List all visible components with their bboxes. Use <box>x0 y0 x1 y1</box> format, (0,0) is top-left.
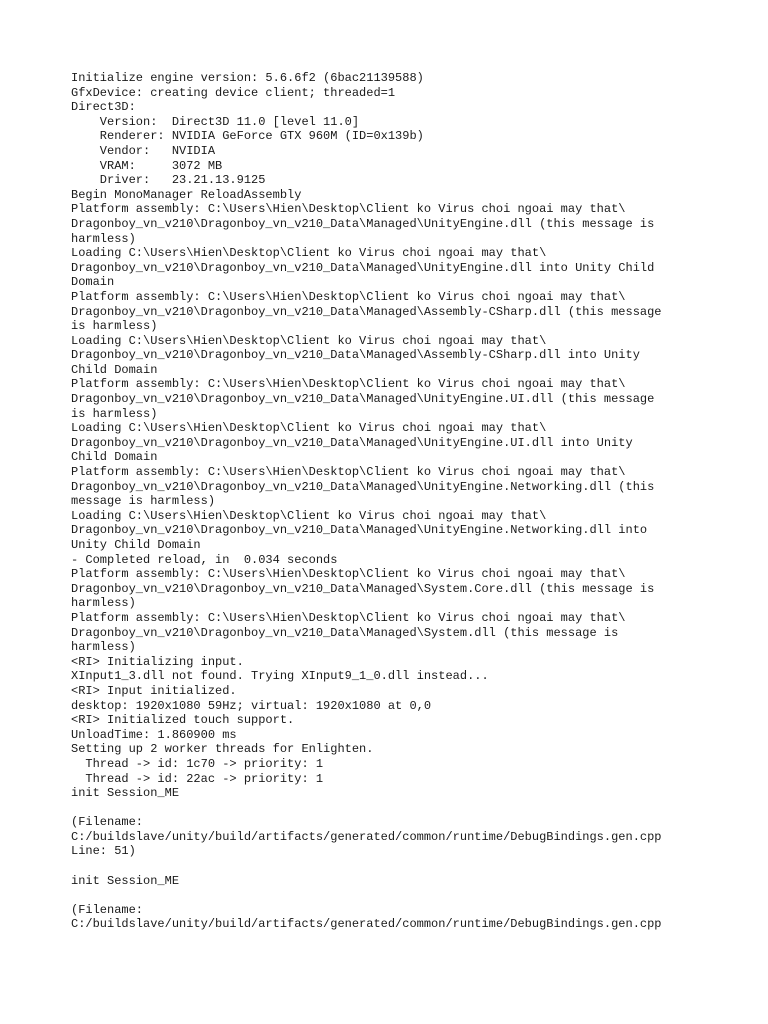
log-line: is harmless) <box>71 406 158 421</box>
log-line: Dragonboy_vn_v210\Dragonboy_vn_v210_Data\Managed\Assembly-CSharp.dll (this message <box>71 304 662 319</box>
log-line: Thread -> id: 22ac -> priority: 1 <box>71 771 324 786</box>
log-line: Initialize engine version: 5.6.6f2 (6bac21139588) <box>71 71 424 85</box>
log-line: <RI> Input initialized. <box>71 683 237 698</box>
log-line: Platform assembly: C:\Users\Hien\Desktop\Client ko Virus choi ngoai may that\ <box>71 377 626 392</box>
log-line: UnloadTime: 1.860900 ms <box>71 727 237 742</box>
log-line: Begin MonoManager ReloadAssembly <box>71 187 302 202</box>
log-line: Loading C:\Users\Hien\Desktop\Client ko Virus choi ngoai may that\ <box>71 421 547 436</box>
log-line: Renderer: NVIDIA GeForce GTX 960M (ID=0x139b) <box>71 129 424 144</box>
log-line: Dragonboy_vn_v210\Dragonboy_vn_v210_Data\Managed\System.Core.dll (this message is <box>71 581 655 596</box>
log-line <box>71 888 711 903</box>
log-line: Platform assembly: C:\Users\Hien\Desktop\Client ko Virus choi ngoai may that\ <box>71 465 626 480</box>
log-line: Dragonboy_vn_v210\Dragonboy_vn_v210_Data\Managed\UnityEngine.dll (this message is <box>71 216 655 231</box>
log-line: <RI> Initialized touch support. <box>71 713 295 728</box>
log-line: Direct3D: <box>71 100 136 115</box>
log-line: Child Domain <box>71 362 158 377</box>
log-line: Dragonboy_vn_v210\Dragonboy_vn_v210_Data\Managed\UnityEngine.dll into Unity Child <box>71 260 655 275</box>
log-line: Thread -> id: 1c70 -> priority: 1 <box>71 756 324 771</box>
log-line: Driver: 23.21.13.9125 <box>71 173 266 188</box>
log-line: Dragonboy_vn_v210\Dragonboy_vn_v210_Data\Managed\UnityEngine.Networking.dll into <box>71 523 648 538</box>
log-line: Dragonboy_vn_v210\Dragonboy_vn_v210_Data\Managed\System.dll (this message is <box>71 625 619 640</box>
log-line: Loading C:\Users\Hien\Desktop\Client ko Virus choi ngoai may that\ <box>71 246 547 261</box>
log-line: XInput1_3.dll not found. Trying XInput9_1_0.dll instead... <box>71 669 489 684</box>
log-line: message is harmless) <box>71 494 216 509</box>
log-line <box>71 859 711 874</box>
log-line: Platform assembly: C:\Users\Hien\Desktop\Client ko Virus choi ngoai may that\ <box>71 610 626 625</box>
log-line: Loading C:\Users\Hien\Desktop\Client ko Virus choi ngoai may that\ <box>71 333 547 348</box>
log-line: harmless) <box>71 596 136 611</box>
log-line <box>71 801 711 816</box>
log-line: Setting up 2 worker threads for Enlighten. <box>71 742 374 757</box>
log-line: Platform assembly: C:\Users\Hien\Desktop\Client ko Virus choi ngoai may that\ <box>71 289 626 304</box>
log-line: harmless) <box>71 231 136 246</box>
log-line: harmless) <box>71 640 136 655</box>
log-line: GfxDevice: creating device client; threaded=1 <box>71 85 396 100</box>
log-line: Unity Child Domain <box>71 538 201 552</box>
log-line: Version: Direct3D 11.0 [level 11.0] <box>71 114 360 129</box>
log-line: desktop: 1920x1080 59Hz; virtual: 1920x1080 at 0,0 <box>71 698 432 713</box>
log-line: C:/buildslave/unity/build/artifacts/generated/common/runtime/DebugBindings.gen.cpp <box>71 917 662 932</box>
log-line: Dragonboy_vn_v210\Dragonboy_vn_v210_Data\Managed\UnityEngine.UI.dll (this message <box>71 392 655 407</box>
log-line: Line: 51) <box>71 844 136 859</box>
log-line: Child Domain <box>71 450 158 465</box>
log-line: <RI> Initializing input. <box>71 654 244 669</box>
log-line: init Session_ME <box>71 786 180 801</box>
log-line: Platform assembly: C:\Users\Hien\Desktop\Client ko Virus choi ngoai may that\ <box>71 202 626 217</box>
log-line: Vendor: NVIDIA <box>71 143 216 158</box>
log-line: VRAM: 3072 MB <box>71 158 223 173</box>
log-line: Platform assembly: C:\Users\Hien\Desktop\Client ko Virus choi ngoai may that\ <box>71 567 626 582</box>
log-line: - Completed reload, in 0.034 seconds <box>71 552 338 567</box>
log-line: C:/buildslave/unity/build/artifacts/generated/common/runtime/DebugBindings.gen.cpp <box>71 829 662 844</box>
log-line: Dragonboy_vn_v210\Dragonboy_vn_v210_Data\Managed\UnityEngine.UI.dll into Unity <box>71 435 633 450</box>
log-line: Dragonboy_vn_v210\Dragonboy_vn_v210_Data\Managed\Assembly-CSharp.dll into Unity <box>71 348 640 363</box>
log-line: init Session_ME <box>71 873 180 888</box>
log-text-body <box>71 71 711 932</box>
log-line: (Filename: <box>71 902 144 917</box>
log-line: Loading C:\Users\Hien\Desktop\Client ko Virus choi ngoai may that\ <box>71 508 547 523</box>
log-line: Dragonboy_vn_v210\Dragonboy_vn_v210_Data\Managed\UnityEngine.Networking.dll (this <box>71 479 655 494</box>
log-line: is harmless) <box>71 319 158 334</box>
log-line: Domain <box>71 275 115 290</box>
log-line: (Filename: <box>71 815 144 830</box>
